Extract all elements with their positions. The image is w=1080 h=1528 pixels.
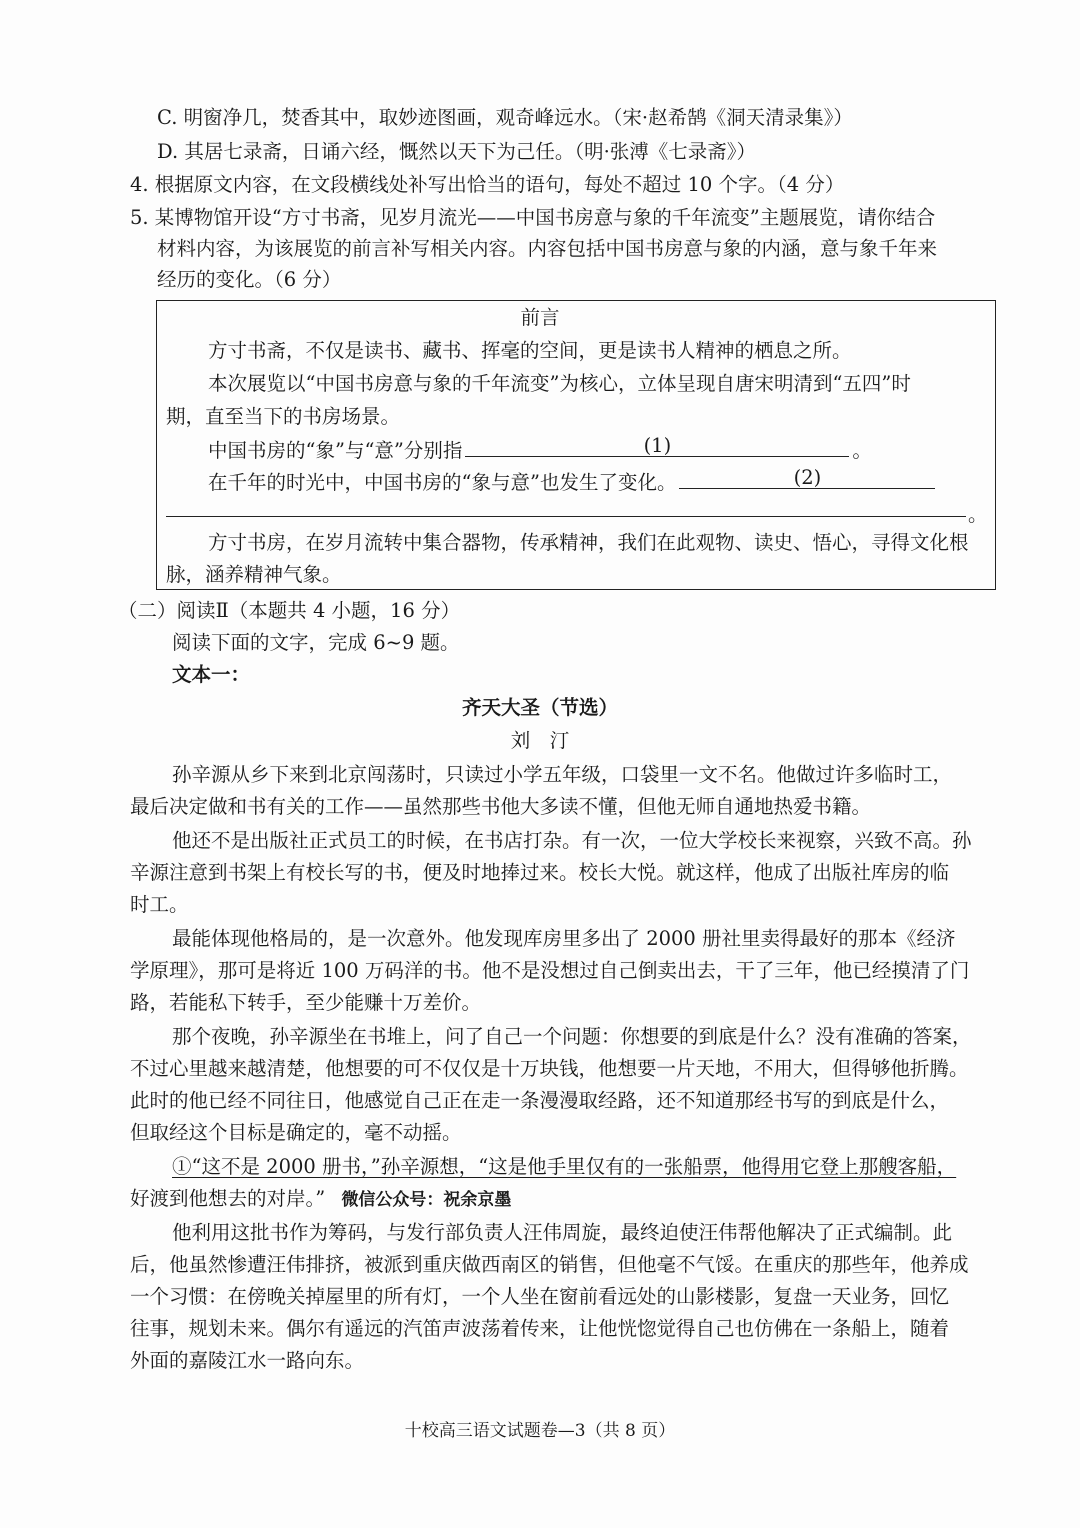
- preface-paragraph-1: 方寸书斋，不仅是读书、藏书、挥毫的空间，更是读书人精神的栖息之所。: [208, 339, 852, 362]
- fill-blank-2-continuation[interactable]: [166, 515, 966, 517]
- article-line: 孙辛源从乡下来到北京闯荡时，只读过小学五年级，口袋里一文不名。他做过许多临时工，: [172, 763, 953, 786]
- article-tail-line: 他利用这批书作为筹码，与发行部负责人汪伟周旋，最终迫使汪伟帮他解决了正式编制。此: [172, 1221, 953, 1244]
- preface-fill-line-2: [208, 466, 938, 496]
- fill-blank-2[interactable]: [679, 466, 935, 489]
- preface-fill-2-end: 。: [968, 503, 988, 526]
- article-line: 此时的他已经不同往日，他感觉自己正在走一条漫漫取经路，还不知道那经书写的到底是什么，: [130, 1089, 950, 1112]
- article-tail-line: 后，他虽然惨遭汪伟排挤，被派到重庆做西南区的销售，但他毫不气馁。在重庆的那些年，他养成: [130, 1253, 969, 1276]
- question-5-line-3: 经历的变化。（6 分）: [157, 268, 342, 291]
- article-line: 路，若能私下转手，至少能赚十万差价。: [130, 991, 482, 1014]
- preface-fill-line-1: [208, 434, 872, 464]
- article-line: 那个夜晚，孙辛源坐在书堆上，问了自己一个问题：你想要的到底是什么？没有准确的答案，: [172, 1025, 972, 1048]
- fill-blank-1-label: (1): [643, 434, 672, 457]
- option-d: D. 其居七录斋，日诵六经，慨然以天下为己任。（明·张溥《七录斋》）: [157, 140, 757, 163]
- watermark-text: 微信公众号：祝余京墨: [341, 1190, 512, 1210]
- article-line: 他还不是出版社正式员工的时候，在书店打杂。有一次，一位大学校长来视察，兴致不高。孙: [172, 829, 972, 852]
- preface-fill-1-text: 中国书房的“象”与“意”分别指: [208, 439, 463, 462]
- question-5-line-2: 材料内容，为该展览的前言补写相关内容。内容包括中国书房意与象的内涵，意与象千年来: [157, 237, 938, 260]
- text-one-label: 文本一：: [172, 663, 251, 686]
- article-tail-line: 一个习惯：在傍晚关掉屋里的所有灯，一个人坐在窗前看远处的山影楼影，复盘一天业务，回忆: [130, 1285, 950, 1308]
- article-quote-line-2: [130, 1184, 511, 1214]
- preface-paragraph-5-line-1: 方寸书房，在岁月流转中集合器物，传承精神，我们在此观物、读史、悟心，寻得文化根: [208, 531, 969, 554]
- article-title: 齐天大圣（节选）: [461, 696, 618, 719]
- article-tail-line: 外面的嘉陵江水一路向东。: [130, 1349, 365, 1372]
- question-4: 4. 根据原文内容，在文段横线处补写出恰当的语句，每处不超过 10 个字。（4 分）: [130, 173, 845, 196]
- article-line: 最后决定做和书有关的工作——虽然那些书他大多读不懂，但他无师自通地热爱书籍。: [130, 795, 872, 818]
- article-quote-end: 好渡到他想去的对岸。”: [130, 1187, 326, 1210]
- preface-fill-1-end: 。: [852, 439, 872, 462]
- article-line: 但取经这个目标是确定的，毫不动摇。: [130, 1121, 462, 1144]
- section-2-heading: （二）阅读Ⅱ（本题共 4 小题，16 分）: [118, 599, 461, 622]
- preface-paragraph-2-line-2: 期，直至当下的书房场景。: [166, 405, 401, 428]
- page-footer: 十校高三语文试题卷—3（共 8 页）: [404, 1421, 676, 1441]
- preface-title: 前言: [520, 306, 560, 329]
- article-line: 不过心里越来越清楚，他想要的可不仅仅是十万块钱，他想要一片天地，不用大，但得够他折腾。: [130, 1057, 969, 1080]
- article-tail-line: 往事，规划未来。偶尔有遥远的汽笛声波荡着传来，让他恍惚觉得自己也仿佛在一条船上，随着: [130, 1317, 950, 1340]
- preface-paragraph-5-line-2: 脉，涵养精神气象。: [166, 563, 342, 586]
- section-2-instruction: 阅读下面的文字，完成 6~9 题。: [172, 631, 460, 654]
- article-line: 学原理》，那可是将近 100 万码洋的书。他不是没想过自己倒卖出去，干了三年，他已经摸清了门: [130, 959, 970, 982]
- article-line: 辛源注意到书架上有校长写的书，便及时地捧过来。校长大悦。就这样，他成了出版社库房的临: [130, 861, 950, 884]
- article-line: 时工。: [130, 893, 189, 916]
- article-line: 最能体现他格局的，是一次意外。他发现库房里多出了 2000 册社里卖得最好的那本《经济: [172, 927, 956, 950]
- preface-fill-2-text: 在千年的时光中，中国书房的“象与意”也发生了变化。: [208, 471, 677, 494]
- fill-blank-1[interactable]: [465, 434, 849, 457]
- fill-blank-2-label: (2): [793, 466, 822, 489]
- question-5-line-1: 5. 某博物馆开设“方寸书斋，见岁月流光——中国书房意与象的千年流变”主题展览，请你结合: [130, 206, 936, 229]
- article-quote-line-1: ①“这不是 2000 册书，”孙辛源想，“这是他手里仅有的一张船票，他得用它登上那艘客船，: [172, 1155, 957, 1178]
- preface-paragraph-2-line-1: 本次展览以“中国书房意与象的千年流变”为核心，立体呈现自唐宋明清到“五四”时: [208, 372, 911, 395]
- article-author: 刘 汀: [510, 729, 570, 752]
- option-c: C. 明窗净几，焚香其中，取妙迹图画，观奇峰远水。（宋·赵希鹄《洞天清录集》）: [157, 106, 853, 129]
